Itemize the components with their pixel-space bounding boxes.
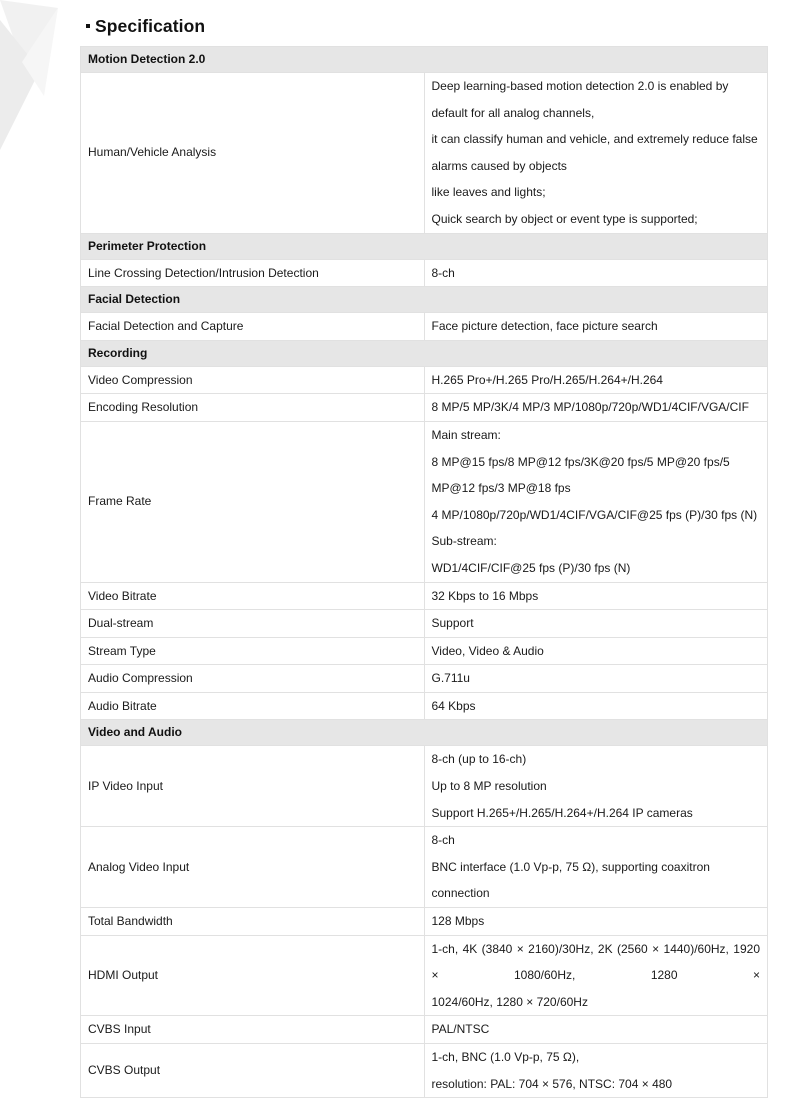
section-header-row [81, 720, 768, 746]
spec-label: Encoding Resolution [81, 394, 425, 422]
spec-value-line: 4 MP/1080p/720p/WD1/4CIF/VGA/CIF@25 fps (P)/30 fps (N) [431, 507, 758, 522]
spec-value-line: Main stream: [431, 427, 501, 442]
spec-value [424, 1044, 768, 1098]
spec-value [424, 610, 768, 638]
spec-label: Dual-stream [81, 610, 425, 638]
spec-label: HDMI Output [81, 935, 425, 1016]
spec-label: Total Bandwidth [81, 908, 425, 936]
spec-row [81, 366, 768, 394]
spec-value-line: 32 Kbps to 16 Mbps [431, 588, 539, 603]
section-title: Perimeter Protection [81, 233, 768, 259]
spec-row [81, 935, 768, 1016]
spec-row [81, 610, 768, 638]
spec-row [81, 1044, 768, 1098]
spec-value-line: 1-ch, BNC (1.0 Vp-p, 75 Ω), [431, 1050, 580, 1064]
spec-value-line: WD1/4CIF/CIF@25 fps (P)/30 fps (N) [431, 560, 631, 575]
spec-value-line: 128 Mbps [431, 914, 485, 929]
spec-value-line: H.265 Pro+/H.265 Pro/H.265/H.264+/H.264 [431, 372, 663, 387]
section-title: Facial Detection [81, 287, 768, 313]
watermark-logo-icon [0, 0, 80, 160]
spec-row [81, 665, 768, 693]
spec-label: IP Video Input [81, 746, 425, 827]
spec-value-line: BNC interface (1.0 Vp-p, 75 Ω), supporting coaxitron connection [431, 859, 710, 901]
spec-label: CVBS Input [81, 1016, 425, 1044]
spec-row [81, 1016, 768, 1044]
spec-label: Facial Detection and Capture [81, 313, 425, 341]
spec-row [81, 692, 768, 720]
specification-table [80, 46, 768, 1098]
spec-value [424, 394, 768, 422]
spec-value [424, 313, 768, 341]
section-header-row [81, 340, 768, 366]
spec-value [424, 827, 768, 908]
section-header-row [81, 287, 768, 313]
spec-row [81, 313, 768, 341]
spec-value [424, 259, 768, 287]
spec-value-line: Sub-stream: [431, 534, 497, 549]
spec-value-line: Deep learning-based motion detection 2.0 is enabled by default for all analog channels, [431, 79, 729, 120]
spec-value-line: like leaves and lights; [431, 185, 546, 200]
spec-label: Video Compression [81, 366, 425, 394]
spec-value-line: 1-ch, 4K (3840 × 2160)/30Hz, 2K (2560 × 1440)/60Hz, 1920 × 1080/60Hz, 1280 × [431, 941, 760, 983]
spec-value-line: 8-ch [431, 265, 455, 280]
spec-label: CVBS Output [81, 1044, 425, 1098]
spec-row [81, 259, 768, 287]
spec-value [424, 692, 768, 720]
spec-value-line: Support [431, 616, 474, 631]
section-title: Recording [81, 340, 768, 366]
spec-value-line: G.711u [431, 671, 470, 686]
spec-value-line: it can classify human and vehicle, and extremely reduce false alarms caused by objects [431, 132, 758, 173]
spec-value-line: 8 MP@15 fps/8 MP@12 fps/3K@20 fps/5 MP@20 fps/5 MP@12 fps/3 MP@18 fps [431, 454, 730, 496]
spec-row [81, 582, 768, 610]
spec-value-line: Quick search by object or event type is supported; [431, 211, 698, 226]
spec-row [81, 827, 768, 908]
spec-row [81, 908, 768, 936]
spec-value-line: Video, Video & Audio [431, 643, 544, 658]
spec-value-line: resolution: PAL: 704 × 576, NTSC: 704 × 480 [431, 1076, 673, 1091]
spec-label: Stream Type [81, 637, 425, 665]
spec-label: Line Crossing Detection/Intrusion Detection [81, 259, 425, 287]
spec-value [424, 73, 768, 234]
spec-value [424, 582, 768, 610]
spec-value [424, 637, 768, 665]
spec-value-line: 64 Kbps [431, 698, 476, 713]
spec-row [81, 73, 768, 234]
section-header-row [81, 233, 768, 259]
spec-label: Analog Video Input [81, 827, 425, 908]
spec-label: Audio Compression [81, 665, 425, 693]
spec-value-line: Face picture detection, face picture search [431, 319, 658, 334]
spec-value-line: 1024/60Hz, 1280 × 720/60Hz [431, 994, 588, 1009]
spec-row [81, 421, 768, 582]
spec-value [424, 366, 768, 394]
spec-value [424, 908, 768, 936]
spec-row [81, 394, 768, 422]
spec-value [424, 935, 768, 1016]
spec-label: Audio Bitrate [81, 692, 425, 720]
spec-value-line: 8-ch [431, 833, 455, 848]
title-bullet-icon [86, 24, 90, 28]
section-title: Video and Audio [81, 720, 768, 746]
page-title [86, 14, 205, 38]
spec-value-line: Up to 8 MP resolution [431, 779, 547, 794]
spec-value-line: 8 MP/5 MP/3K/4 MP/3 MP/1080p/720p/WD1/4CIF/VGA/CIF [431, 400, 749, 415]
spec-value [424, 746, 768, 827]
spec-row [81, 746, 768, 827]
spec-label: Video Bitrate [81, 582, 425, 610]
page-title-text: Specification [95, 15, 206, 36]
spec-label: Frame Rate [81, 421, 425, 582]
spec-value-line: PAL/NTSC [431, 1022, 490, 1037]
spec-value-line: 8-ch (up to 16-ch) [431, 752, 527, 767]
spec-label: Human/Vehicle Analysis [81, 73, 425, 234]
spec-value [424, 421, 768, 582]
section-title: Motion Detection 2.0 [81, 47, 768, 73]
section-header-row [81, 47, 768, 73]
spec-value [424, 1016, 768, 1044]
spec-value [424, 665, 768, 693]
spec-row [81, 637, 768, 665]
spec-value-line: Support H.265+/H.265/H.264+/H.264 IP cameras [431, 805, 693, 820]
